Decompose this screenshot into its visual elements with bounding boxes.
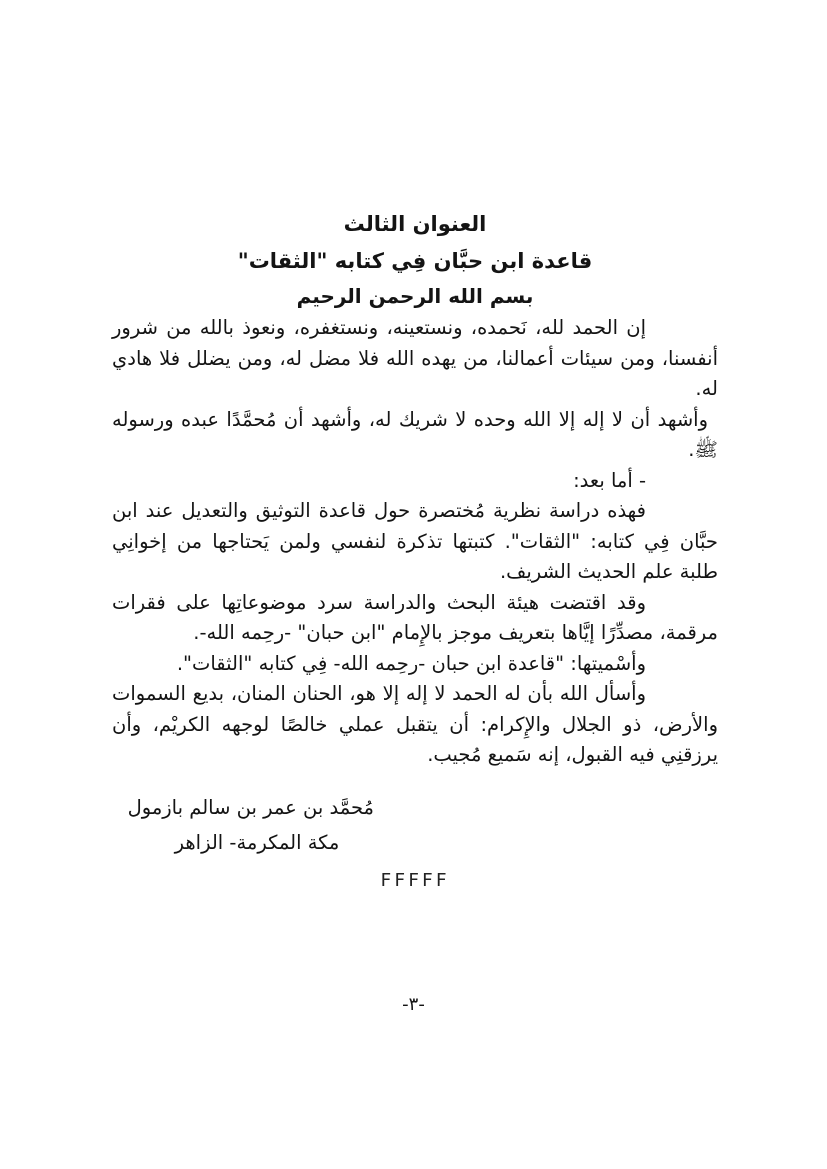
body-paragraph-shahada: وأشهد أن لا إله إلا الله وحده لا شريك له، وأشهد أن مُحمَّدًا عبده ورسوله ﷺ. (112, 407, 718, 461)
page-number: -٣- (402, 994, 425, 1015)
body-paragraph-naming: وأسْميتها: "قاعدة ابن حبان -رحِمه الله- فِي كتابه "الثقات". (176, 651, 646, 675)
author-name: مُحمَّد بن عمر بن سالم بازمول (127, 795, 374, 819)
body-paragraph-amma-baad: - أما بعد: (573, 468, 646, 492)
author-location: مكة المكرمة- الزاهر (174, 830, 340, 854)
signature-block (127, 790, 374, 860)
ornament-separator: FFFFF (380, 869, 450, 891)
page-content (112, 206, 718, 893)
chapter-number-heading: العنوان الثالث (343, 212, 487, 236)
body-paragraph-structure: وقد اقتضت هيئة البحث والدراسة سرد موضوعاتِها على فقرات مرقمة، مصدِّرًا إيَّاها بتعريف موجز بالإِمام "ابن حبان" -رحِمه الله-. (112, 590, 718, 644)
chapter-title-heading: قاعدة ابن حبَّان فِي كتابه "الثقات" (237, 249, 593, 273)
basmala-heading: بسم الله الرحمن الرحيم (296, 284, 534, 308)
body-paragraph-study-intro: فهذه دراسة نظرية مُختصرة حول قاعدة التوثيق والتعديل عند ابن حبَّان فِي كتابه: "الثقات". كتبتها تذكرة لنفسي ولمن يَحتاجها من إخوانِي طلبة علم الحديث الشريف. (112, 499, 718, 583)
body-paragraph-hamd: إن الحمد لله، نَحمده، ونستعينه، ونستغفره، ونعوذ بالله من شرور أنفسنا، ومن سيئات أعمالنا، من يهده الله فلا مضل له، ومن يضلل فلا هادي له. (112, 316, 718, 400)
body-paragraph-dua: وأسأل الله بأن له الحمد لا إله إلا هو، الحنان المنان، بديع السموات والأرض، ذو الجلال والإِكرام: أن يتقبل عملي خالصًا لوجهه الكريْم، وأن يرزقنِي فيه القبول، إنه سَميع مُجيب. (112, 682, 718, 766)
